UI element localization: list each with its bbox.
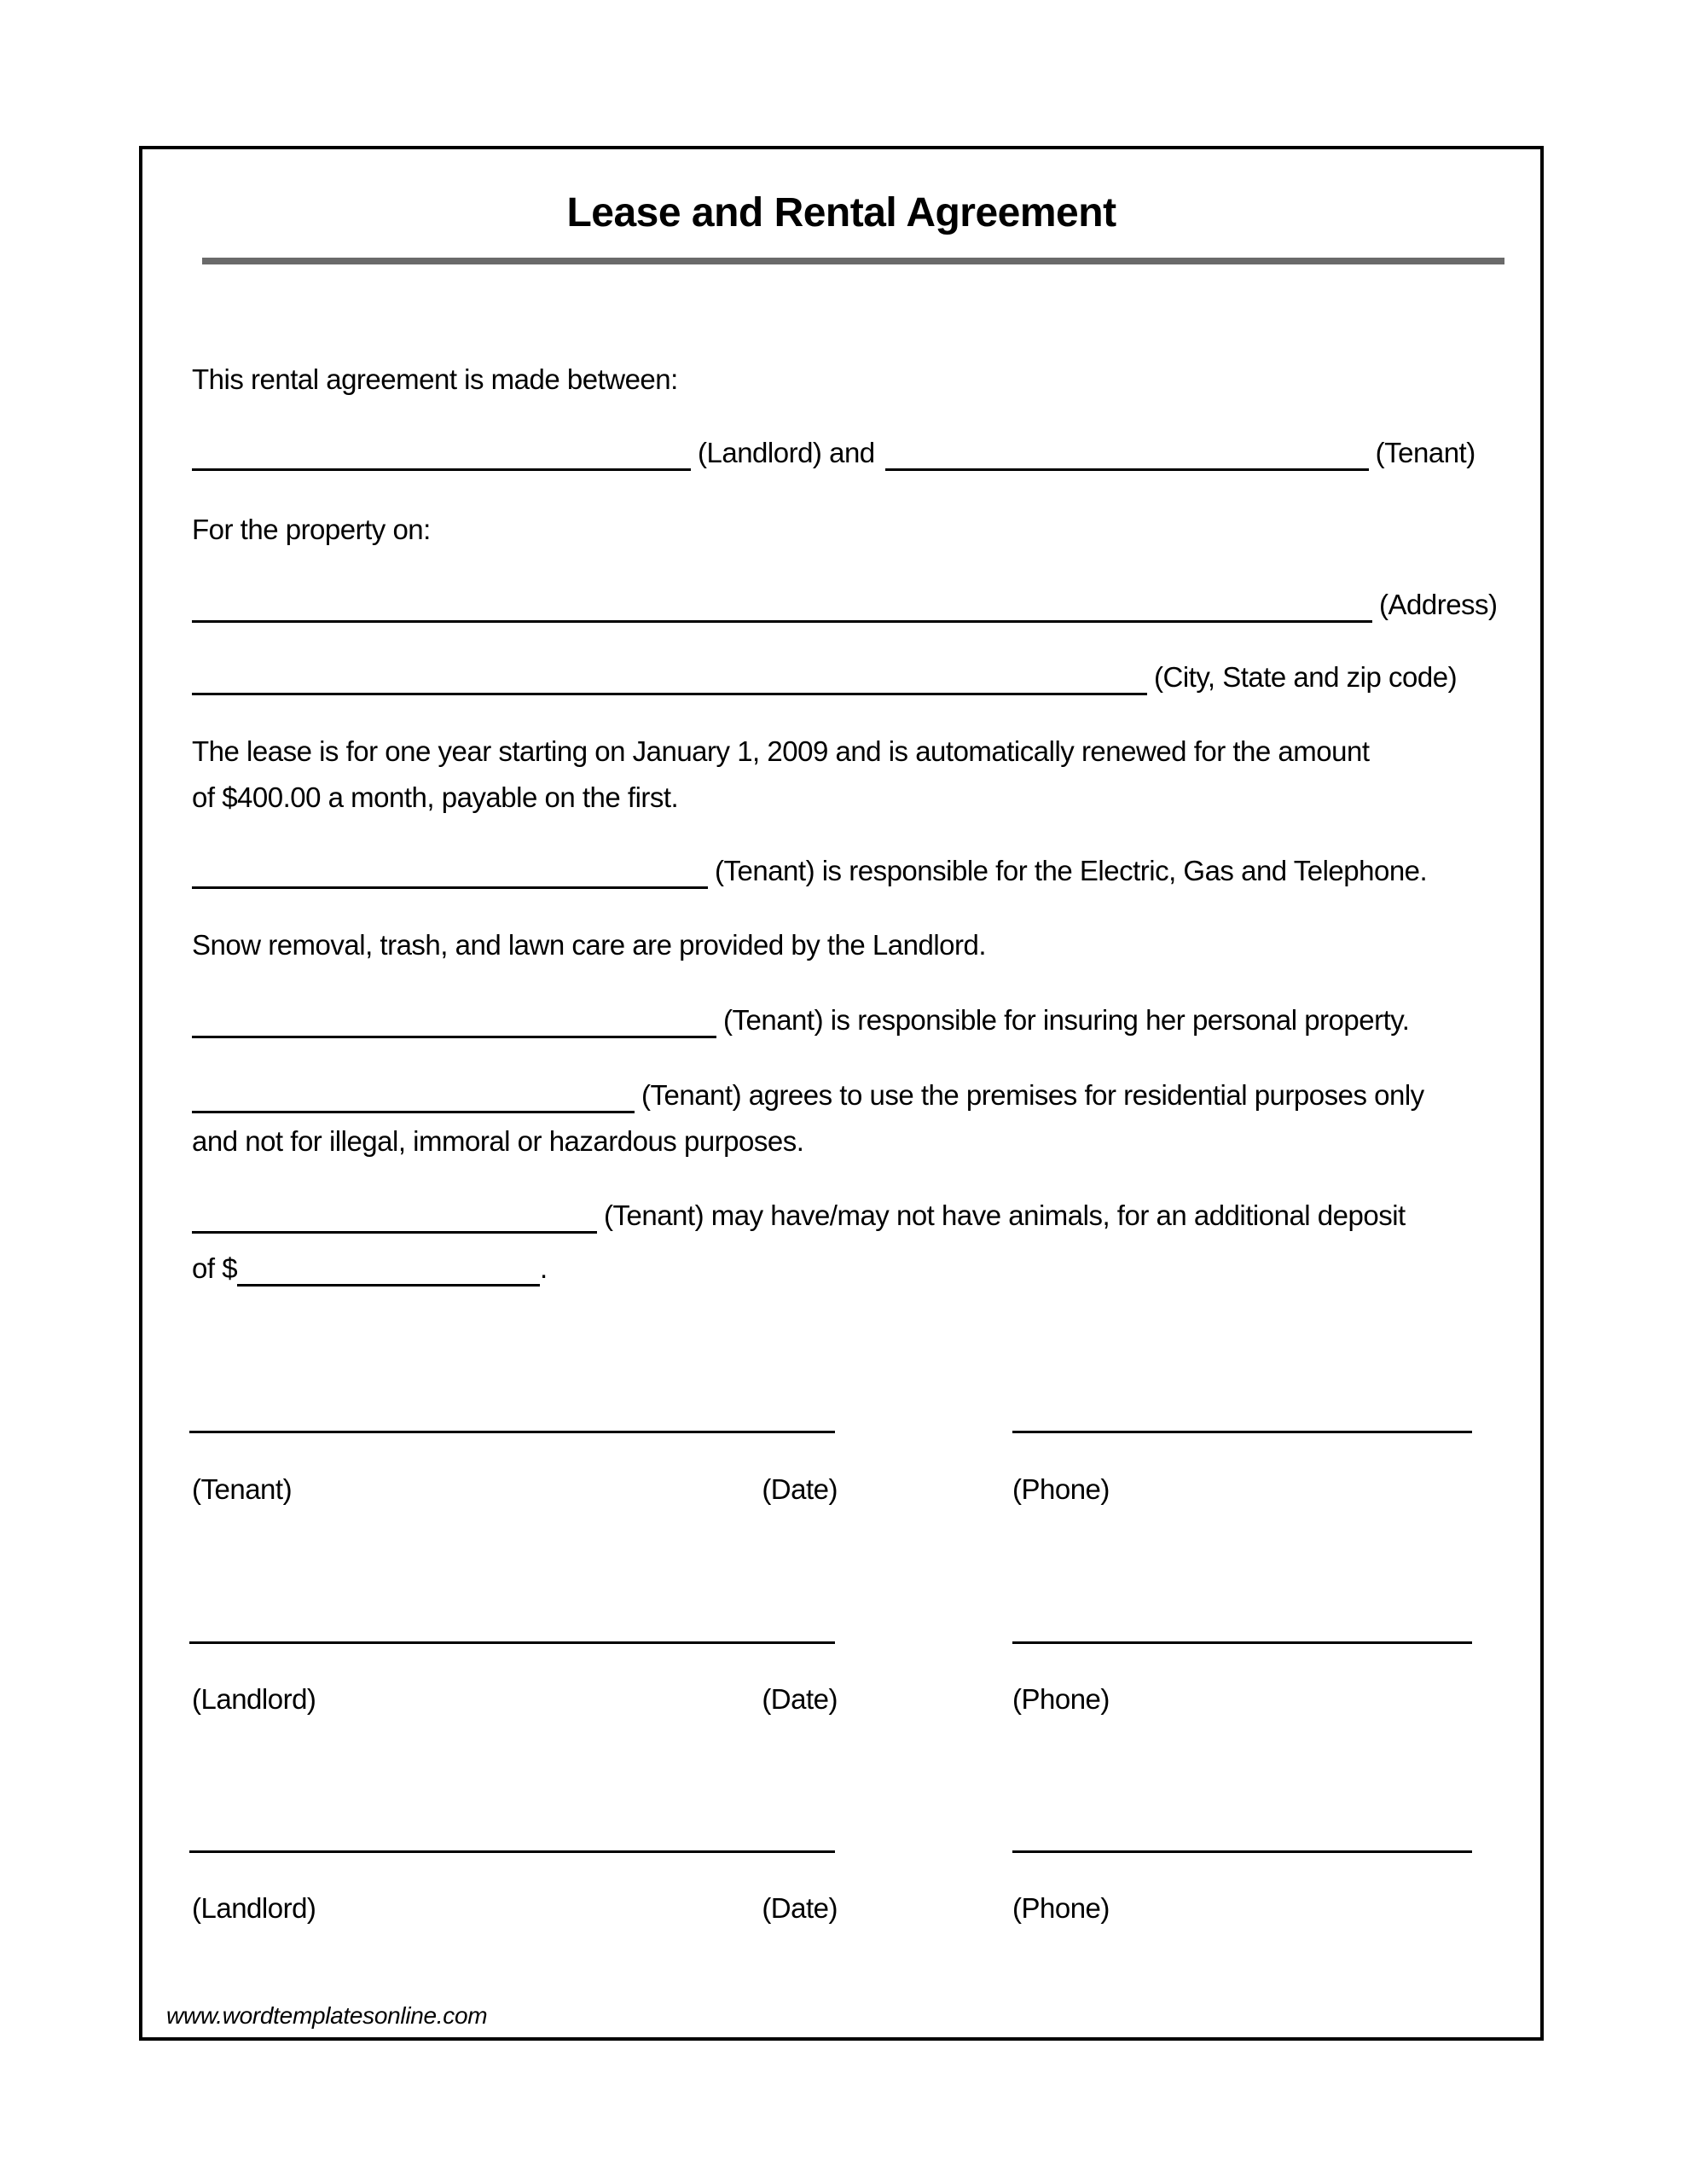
insurance-row (192, 1003, 1409, 1038)
tenant-label: (Tenant) (1375, 437, 1475, 468)
landlord1-date-label: (Date) (762, 1683, 838, 1715)
residential-line-2: and not for illegal, immoral or hazardous purposes. (192, 1125, 804, 1157)
landlord2-phone-line[interactable] (1012, 1850, 1472, 1853)
animal-deposit-row (192, 1252, 548, 1287)
tenant-date-label: (Date) (762, 1473, 838, 1505)
animal-deposit-suffix: . (540, 1252, 548, 1284)
city-state-zip-label: (City, State and zip code) (1154, 661, 1458, 693)
landlord-services-line: Snow removal, trash, and lawn care are provided by the Landlord. (192, 929, 987, 961)
animal-deposit-amount-field[interactable] (237, 1255, 540, 1287)
title-divider (202, 258, 1504, 264)
animals-row (192, 1199, 1406, 1234)
page-title: Lease and Rental Agreement (566, 190, 1116, 235)
address-field[interactable] (192, 591, 1372, 623)
property-line (192, 513, 431, 547)
document-page (139, 146, 1544, 2041)
tenant-phone-line[interactable] (1012, 1431, 1472, 1433)
landlord2-phone-label: (Phone) (1012, 1892, 1110, 1924)
city-state-zip-field[interactable] (192, 664, 1147, 695)
parties-row (192, 436, 1475, 471)
landlord1-signature-line[interactable] (189, 1641, 835, 1644)
insurance-text: (Tenant) is responsible for insuring her personal property. (723, 1004, 1410, 1036)
landlord1-phone-label: (Phone) (1012, 1683, 1110, 1715)
tenant-party-label: (Tenant) (192, 1473, 293, 1505)
animals-tenant-name-field[interactable] (192, 1202, 597, 1234)
landlord-label: (Landlord) and (698, 437, 875, 468)
address-label: (Address) (1379, 589, 1498, 620)
utilities-tenant-name-field[interactable] (192, 857, 708, 889)
footer-website-url: www.wordtemplatesonline.com (166, 2002, 488, 2029)
insurance-tenant-name-field[interactable] (192, 1007, 716, 1038)
landlord-name-field[interactable] (192, 439, 691, 471)
residential-row (192, 1078, 1424, 1113)
intro-line (192, 363, 678, 397)
lease-term-line-2: of $400.00 a month, payable on the first. (192, 781, 679, 813)
tenant-signature-line[interactable] (189, 1431, 835, 1433)
landlord1-phone-line[interactable] (1012, 1641, 1472, 1644)
property-text: For the property on: (192, 514, 431, 545)
landlord1-party-label: (Landlord) (192, 1683, 316, 1715)
lease-term-line-1: The lease is for one year starting on January 1, 2009 and is automatically renewed for the amount (192, 735, 1370, 767)
landlord2-signature-labels (192, 1891, 838, 1926)
utilities-text: (Tenant) is responsible for the Electric, Gas and Telephone. (715, 855, 1428, 886)
tenant-signature-labels (192, 1472, 838, 1507)
animals-text-1: (Tenant) may have/may not have animals, for an additional deposit (604, 1199, 1406, 1231)
utilities-row (192, 854, 1427, 889)
landlord1-signature-labels (192, 1682, 838, 1716)
city-state-zip-row (192, 660, 1457, 695)
tenant-name-field[interactable] (885, 439, 1369, 471)
landlord2-date-label: (Date) (762, 1892, 838, 1924)
animal-deposit-prefix: of $ (192, 1252, 238, 1284)
address-row (192, 588, 1498, 623)
residential-text-1: (Tenant) agrees to use the premises for residential purposes only (641, 1079, 1424, 1111)
residential-tenant-name-field[interactable] (192, 1082, 635, 1113)
landlord2-signature-line[interactable] (189, 1850, 835, 1853)
tenant-phone-label: (Phone) (1012, 1473, 1110, 1505)
landlord2-party-label: (Landlord) (192, 1892, 316, 1924)
intro-text: This rental agreement is made between: (192, 363, 678, 395)
